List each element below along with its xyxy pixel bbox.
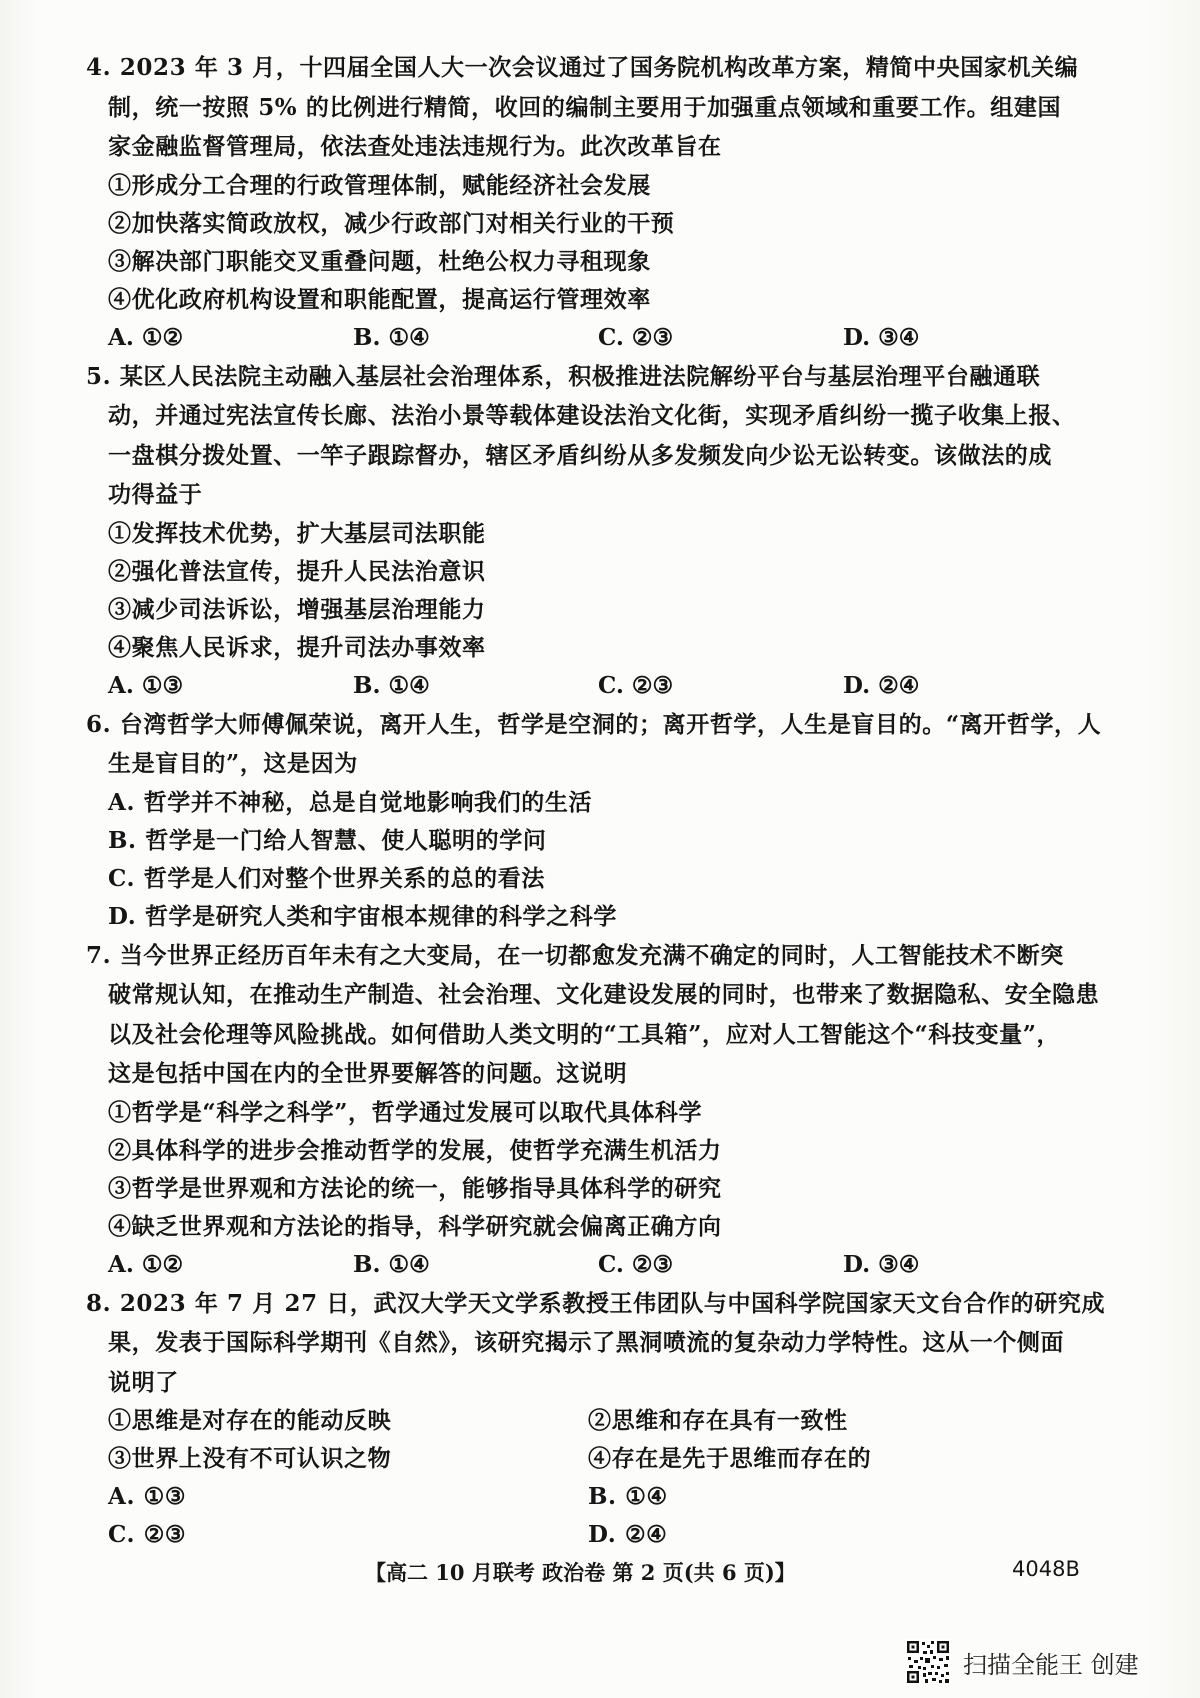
choice-a: A. ①③ bbox=[108, 671, 184, 699]
question-4-stem-line: 家金融监督管理局，依法查处违法违规行为。此次改革旨在 bbox=[108, 133, 722, 160]
question-7 bbox=[86, 936, 1126, 1284]
question-8 bbox=[86, 1284, 1126, 1555]
question-4-choices bbox=[86, 319, 1126, 357]
question-7-stem-line: 破常规认知，在推动生产制造、社会治理、文化建设发展的同时，也带来了数据隐私、安全隐患 bbox=[108, 981, 1100, 1008]
question-4 bbox=[86, 48, 1126, 357]
question-7-option: ④缺乏世界观和方法论的指导，科学研究就会偏离正确方向 bbox=[108, 1212, 722, 1240]
question-7-stem-line: 以及社会伦理等风险挑战。如何借助人类文明的“工具箱”，应对人工智能这个“科技变量”， bbox=[108, 1020, 1061, 1048]
choice-c: C. ②③ bbox=[598, 1250, 674, 1278]
choice-c: C. ②③ bbox=[598, 323, 674, 351]
choice-d: D. ②④ bbox=[588, 1521, 668, 1548]
question-8-option: ④存在是先于思维而存在的 bbox=[588, 1445, 872, 1472]
question-5 bbox=[86, 357, 1126, 705]
question-4-option: ④优化政府机构设置和职能配置，提高运行管理效率 bbox=[108, 285, 651, 313]
question-8-option: ③世界上没有不可认识之物 bbox=[108, 1445, 392, 1472]
choice-c: C. ②③ bbox=[598, 671, 674, 699]
question-7-stem-line: 这是包括中国在内的全世界要解答的问题。这说明 bbox=[108, 1060, 628, 1087]
question-7-option: ①哲学是“科学之科学”，哲学通过发展可以取代具体科学 bbox=[108, 1098, 703, 1126]
choice-d: D. ③④ bbox=[843, 323, 920, 351]
choice-d: D. ②④ bbox=[843, 671, 920, 699]
question-4-stem-line: 4. 2023 年 3 月，十四届全国人大一次会议通过了国务院机构改革方案，精简中央国家机关编 bbox=[86, 54, 1079, 81]
question-6-option: A. 哲学并不神秘，总是自觉地影响我们的生活 bbox=[108, 788, 593, 816]
question-8-stem-line: 说明了 bbox=[108, 1368, 179, 1396]
question-4-option: ①形成分工合理的行政管理体制，赋能经济社会发展 bbox=[108, 171, 651, 199]
question-7-choices bbox=[86, 1246, 1126, 1284]
footer-title: 【高二 10 月联考 政治卷 第 2 页(共 6 页)】 bbox=[365, 1560, 796, 1585]
question-5-option: ③减少司法诉讼，增强基层治理能力 bbox=[108, 595, 486, 623]
choice-b: B. ①④ bbox=[588, 1483, 668, 1510]
question-4-option: ③解决部门职能交叉重叠问题，杜绝公权力寻租现象 bbox=[108, 247, 651, 275]
question-5-option: ②强化普法宣传，提升人民法治意识 bbox=[108, 557, 486, 585]
choice-d: D. ③④ bbox=[843, 1250, 920, 1278]
choice-b: B. ①④ bbox=[353, 671, 430, 699]
question-5-stem-line: 动，并通过宪法宣传长廊、法治小景等载体建设法治文化街，实现矛盾纠纷一揽子收集上报、 bbox=[108, 402, 1076, 429]
choice-c: C. ②③ bbox=[108, 1521, 187, 1548]
question-8-choices bbox=[86, 1478, 1126, 1554]
question-5-option: ①发挥技术优势，扩大基层司法职能 bbox=[108, 519, 486, 547]
question-5-stem-line: 功得益于 bbox=[108, 481, 203, 508]
question-7-option: ②具体科学的进步会推动哲学的发展，使哲学充满生机活力 bbox=[108, 1136, 722, 1164]
choice-b: B. ①④ bbox=[353, 323, 430, 351]
question-6-stem-line: 生是盲目的”，这是因为 bbox=[108, 750, 358, 777]
question-5-option: ④聚焦人民诉求，提升司法办事效率 bbox=[108, 633, 486, 661]
question-6 bbox=[86, 705, 1126, 936]
question-4-option: ②加快落实简政放权，减少行政部门对相关行业的干预 bbox=[108, 209, 675, 237]
choice-a: A. ①③ bbox=[108, 1483, 187, 1510]
exam-content bbox=[86, 48, 1126, 1554]
question-8-stem-line: 果，发表于国际科学期刊《自然》，该研究揭示了黑洞喷流的复杂动力学特性。这从一个侧面 bbox=[108, 1329, 1065, 1356]
question-8-stem-line: 8. 2023 年 7 月 27 日，武汉大学天文学系教授王伟团队与中国科学院国家天文台合作的研究成 bbox=[86, 1289, 1106, 1317]
question-8-option: ①思维是对存在的能动反映 bbox=[108, 1407, 392, 1434]
choice-a: A. ①② bbox=[108, 1250, 184, 1278]
question-5-choices bbox=[86, 667, 1126, 705]
question-6-option: D. 哲学是研究人类和宇宙根本规律的科学之科学 bbox=[108, 902, 617, 930]
question-6-stem-line: 6. 台湾哲学大师傅佩荣说，离开人生，哲学是空洞的；离开哲学，人生是盲目的。“离开哲学，人 bbox=[86, 710, 1102, 738]
watermark-text: 扫描全能王 创建 bbox=[963, 1650, 1139, 1679]
footer-code: 4048B bbox=[1012, 1557, 1080, 1581]
question-7-stem-line: 7. 当今世界正经历百年未有之大变局，在一切都愈发充满不确定的同时，人工智能技术不断突 bbox=[86, 941, 1064, 969]
question-7-option: ③哲学是世界观和方法论的统一，能够指导具体科学的研究 bbox=[108, 1174, 722, 1202]
question-6-option: B. 哲学是一门给人智慧、使人聪明的学问 bbox=[108, 826, 547, 854]
choice-b: B. ①④ bbox=[353, 1250, 430, 1278]
question-5-stem-line: 一盘棋分拨处置、一竿子跟踪督办，辖区矛盾纠纷从多发频发向少讼无讼转变。该做法的成 bbox=[108, 441, 1052, 469]
question-8-option: ②思维和存在具有一致性 bbox=[588, 1407, 848, 1434]
question-5-stem-line: 5. 某区人民法院主动融入基层社会治理体系，积极推进法院解纷平台与基层治理平台融通联 bbox=[86, 362, 1041, 390]
scanner-watermark bbox=[905, 1638, 1139, 1686]
qr-code-icon bbox=[905, 1639, 951, 1685]
question-8-options bbox=[86, 1402, 1126, 1478]
question-4-stem-line: 制，统一按照 5% 的比例进行精简，收回的编制主要用于加强重点领域和重要工作。组建国 bbox=[108, 93, 1062, 121]
question-6-option: C. 哲学是人们对整个世界关系的总的看法 bbox=[108, 864, 545, 892]
choice-a: A. ①② bbox=[108, 323, 184, 351]
